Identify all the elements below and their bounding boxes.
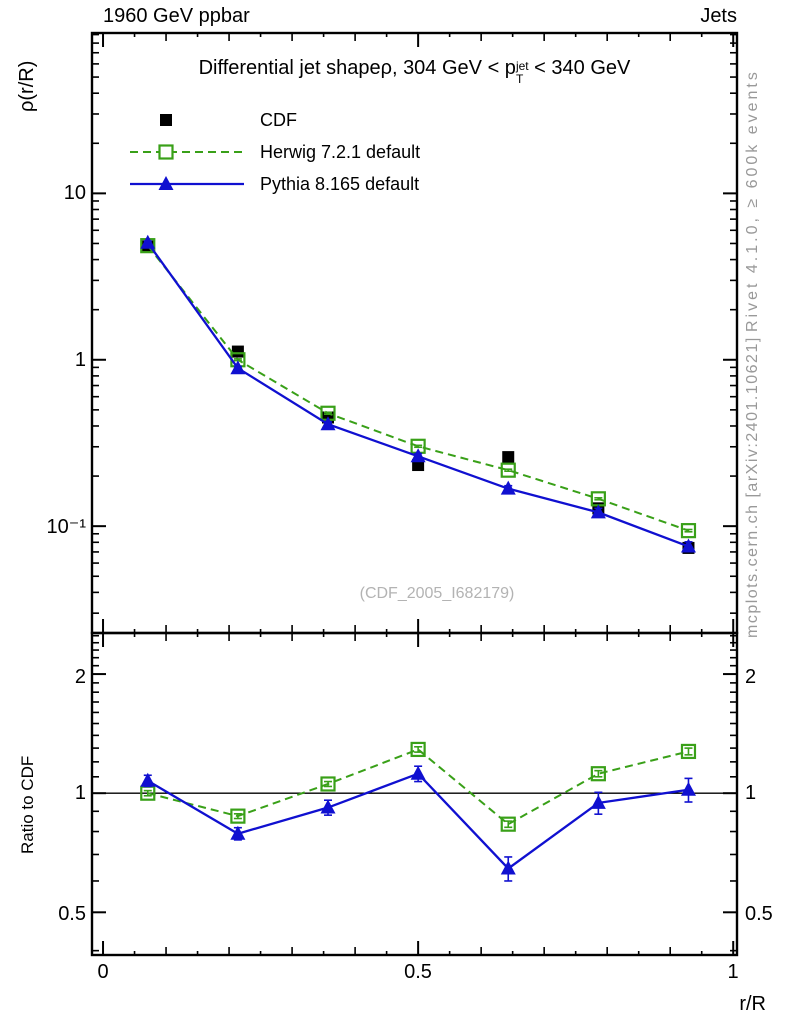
beam-label: 1960 GeV ppbar (103, 5, 250, 27)
plot-title-prefix: Differential jet shapeρ, 304 GeV < p (198, 57, 516, 79)
legend-label-herwig: Herwig 7.2.1 default (260, 142, 421, 162)
ratio-y-tick-2-left: 2 (74, 666, 86, 688)
legend-item-herwig (128, 140, 420, 164)
analysis-id-watermark: (CDF_2005_I682179) (359, 585, 515, 602)
main-y-tick-1: 1 (74, 349, 86, 371)
series-pythia-8-165-default (140, 766, 696, 881)
ratio-y-tick-0p5-left: 0.5 (58, 903, 86, 925)
x-axis-label: r/R (739, 993, 766, 1015)
pt-jet-subsup (516, 60, 529, 86)
series-cdf (142, 240, 695, 554)
legend-marker-herwig (128, 140, 246, 164)
legend-marker-pythia (128, 172, 246, 196)
legend-label-pythia: Pythia 8.165 default (260, 174, 420, 194)
main-y-axis-label: ρ(r/R) (16, 60, 38, 112)
ratio-y-tick-1-left: 1 (74, 782, 86, 804)
ratio-y-axis-label: Ratio to CDF (18, 755, 37, 854)
legend-marker-cdf (128, 108, 246, 132)
analysis-group-label: Jets (700, 5, 737, 27)
x-tick-0p5: 0.5 (404, 961, 432, 983)
ratio-y-tick-2-right: 2 (745, 666, 757, 688)
series-herwig-7-2-1-default (141, 239, 695, 537)
ratio-y-tick-1-right: 1 (745, 782, 757, 804)
x-tick-0: 0 (97, 961, 109, 983)
main-y-tick-10: 10 (63, 182, 86, 204)
legend-item-cdf (128, 108, 297, 132)
plot-title (92, 57, 737, 86)
pt-subscript: T (515, 72, 524, 86)
x-tick-1: 1 (727, 961, 739, 983)
series-herwig-7-2-1-default (141, 743, 695, 831)
ratio-frame (92, 633, 737, 955)
pt-superscript: jet (515, 59, 529, 73)
main-y-tick-0p1: 10⁻¹ (46, 516, 86, 538)
legend-item-pythia (128, 172, 419, 196)
plot-title-suffix: < 340 GeV (528, 57, 631, 79)
mcplots-arxiv-note: mcplots.cern.ch [arXiv:2401.10621] (744, 336, 761, 638)
rivet-version-note: Rivet 4.1.0, ≥ 600k events (744, 69, 761, 332)
legend-label-cdf: CDF (260, 110, 297, 130)
ratio-y-tick-0p5-right: 0.5 (745, 903, 773, 925)
